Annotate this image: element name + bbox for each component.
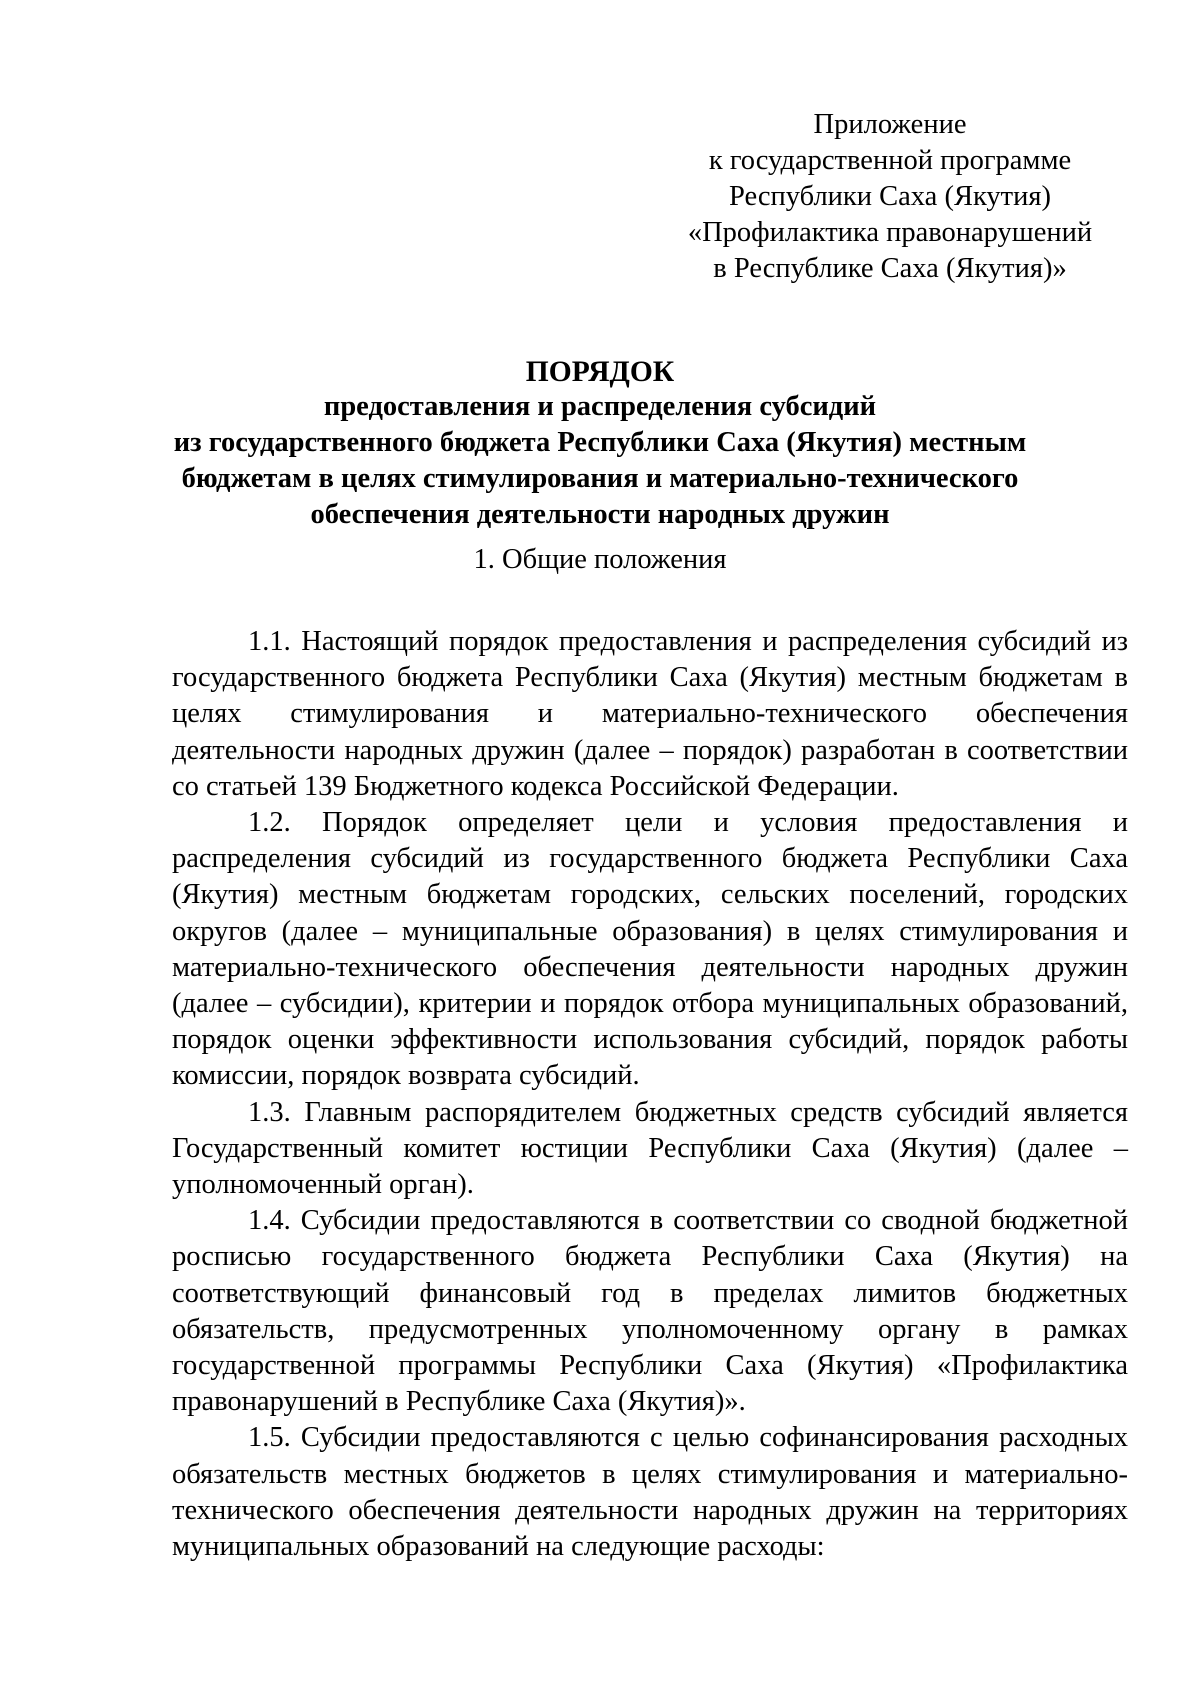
appendix-line: «Профилактика правонарушений [687,217,1093,248]
appendix-line: Республики Саха (Якутия) [729,181,1051,212]
document-subtitle-line: бюджетам в целях стимулирования и материально-технического [181,463,1019,494]
paragraph-1-1: 1.1. Настоящий порядок предоставления и распределения субсидий из государственного бюджета Республики Саха (Якутия) местным бюджетам в целях стимулирования и материально-технического обеспечения деятельности народных дружин (далее – порядок) разработан в соответствии со статьей 139 Бюджетного кодекса Российской Федерации. [172,626,1128,802]
paragraph-1-2: 1.2. Порядок определяет цели и условия предоставления и распределения субсидий из государственного бюджета Республики Саха (Якутия) местным бюджетам городских, сельских поселений, городских округов (далее – муниципальные образования) в целях стимулирования и материально-технического обеспечения деятельности народных дружин (далее – субсидии), критерии и порядок отбора муниципальных образований, порядок оценки эффективности использования субсидий, порядок работы комиссии, порядок возврата субсидий. [172,807,1128,1092]
document-subtitle-line: из государственного бюджета Республики Саха (Якутия) местным [173,427,1027,458]
document-body [172,624,1128,1565]
document-title-block [150,352,1050,533]
section-heading: 1. Общие положения [473,544,727,575]
paragraph-1-3: 1.3. Главным распорядителем бюджетных средств субсидий является Государственный комитет юстиции Республики Саха (Якутия) (далее – уполномоченный орган). [172,1096,1128,1201]
appendix-line: к государственной программе [708,145,1072,176]
appendix-block [640,107,1140,287]
appendix-line: Приложение [813,109,967,140]
paragraph-1-4: 1.4. Субсидии предоставляются в соответствии со сводной бюджетной росписью государственного бюджета Республики Саха (Якутия) на соответствующий финансовый год в пределах лимитов бюджетных обязательств, предусмотренных уполномоченному органу в рамках государственной программы Республики Саха (Якутия) «Профилактика правонарушений в Республике Саха (Якутия)». [172,1205,1128,1418]
paragraph-1-5: 1.5. Субсидии предоставляются с целью софинансирования расходных обязательств местных бюджетов в целях стимулирования и материально-технического обеспечения деятельности народных дружин на территориях муниципальных образований на следующие расходы: [172,1422,1128,1563]
document-subtitle-line: предоставления и распределения субсидий [323,391,877,422]
appendix-line: в Республике Саха (Якутия)» [713,253,1067,284]
document-title: ПОРЯДОК [525,356,675,388]
document-subtitle-line: обеспечения деятельности народных дружин [310,499,890,530]
